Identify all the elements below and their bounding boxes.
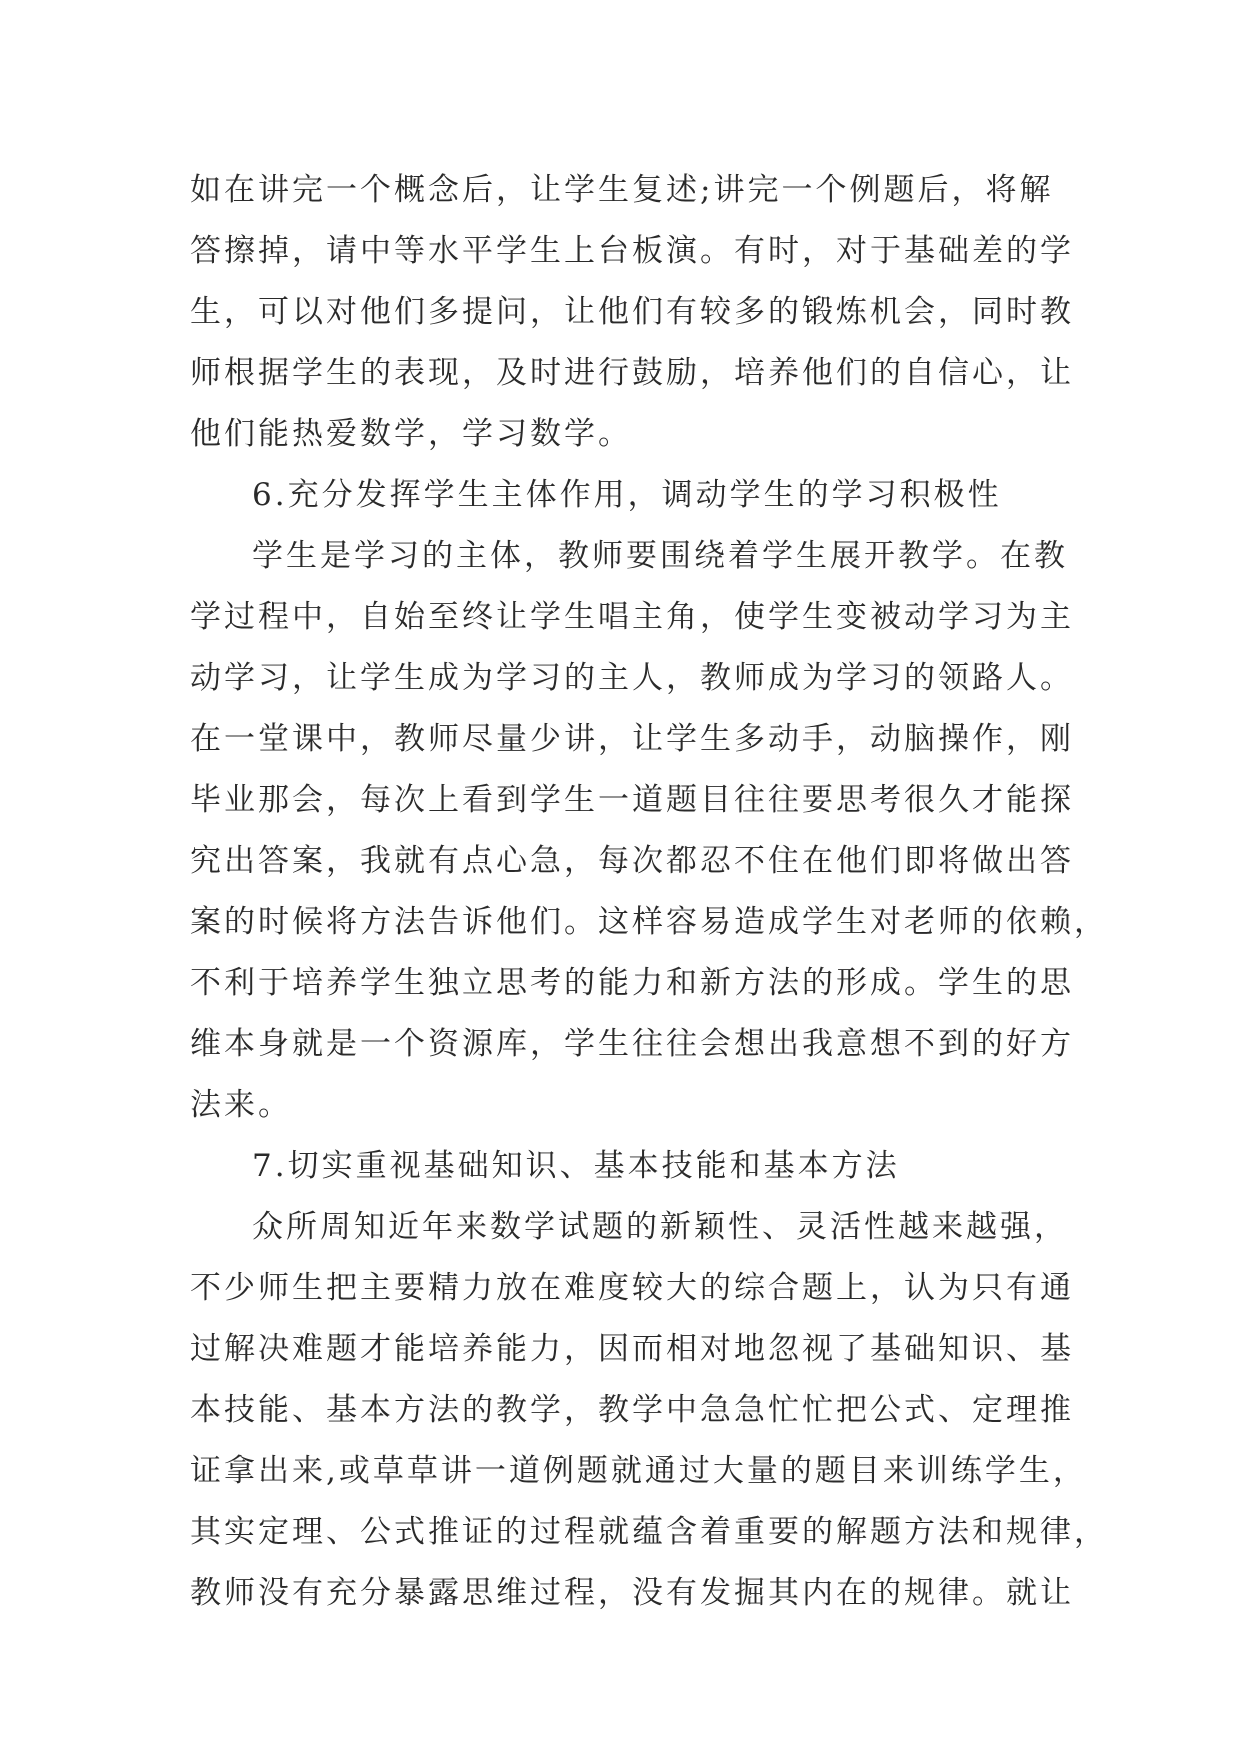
text-line: 动学习，让学生成为学习的主人，教师成为学习的领路人。 — [190, 660, 1074, 696]
text-line: 案的时候将方法告诉他们。这样容易造成学生对老师的依赖， — [190, 904, 1108, 940]
text-line: 学过程中，自始至终让学生唱主角，使学生变被动学习为主 — [190, 599, 1074, 635]
text-line: 如在讲完一个概念后，让学生复述;讲完一个例题后，将解 — [190, 172, 1054, 208]
text-line: 答擦掉，请中等水平学生上台板演。有时，对于基础差的学 — [190, 233, 1074, 269]
text-line: 不利于培养学生独立思考的能力和新方法的形成。学生的思 — [190, 965, 1074, 1001]
paragraph-start-line: 众所周知近年来数学试题的新颖性、灵活性越来越强， — [252, 1209, 1068, 1245]
text-line: 证拿出来,或草草讲一道例题就通过大量的题目来训练学生， — [190, 1453, 1087, 1489]
text-line: 其实定理、公式推证的过程就蕴含着重要的解题方法和规律， — [190, 1514, 1108, 1550]
text-line: 究出答案，我就有点心急，每次都忍不住在他们即将做出答 — [190, 843, 1074, 879]
paragraph-start-line: 学生是学习的主体，教师要围绕着学生展开教学。在教 — [252, 538, 1068, 574]
text-line: 维本身就是一个资源库，学生往往会想出我意想不到的好方 — [190, 1026, 1074, 1062]
text-line: 本技能、基本方法的教学，教学中急急忙忙把公式、定理推 — [190, 1392, 1074, 1428]
text-line: 毕业那会，每次上看到学生一道题目往往要思考很久才能探 — [190, 782, 1074, 818]
text-line: 生，可以对他们多提问，让他们有较多的锻炼机会，同时教 — [190, 294, 1074, 330]
text-line: 法来。 — [190, 1087, 292, 1123]
section-heading-6: 6.充分发挥学生主体作用，调动学生的学习积极性 — [252, 477, 1002, 513]
text-line: 不少师生把主要精力放在难度较大的综合题上，认为只有通 — [190, 1270, 1074, 1306]
text-line: 在一堂课中，教师尽量少讲，让学生多动手，动脑操作，刚 — [190, 721, 1074, 757]
text-line: 教师没有充分暴露思维过程，没有发掘其内在的规律。就让 — [190, 1575, 1074, 1611]
section-heading-7: 7.切实重视基础知识、基本技能和基本方法 — [252, 1148, 900, 1184]
text-line: 过解决难题才能培养能力，因而相对地忽视了基础知识、基 — [190, 1331, 1074, 1367]
text-line: 师根据学生的表现，及时进行鼓励，培养他们的自信心，让 — [190, 355, 1074, 391]
text-line: 他们能热爱数学，学习数学。 — [190, 416, 632, 452]
body-text — [190, 160, 1108, 1624]
